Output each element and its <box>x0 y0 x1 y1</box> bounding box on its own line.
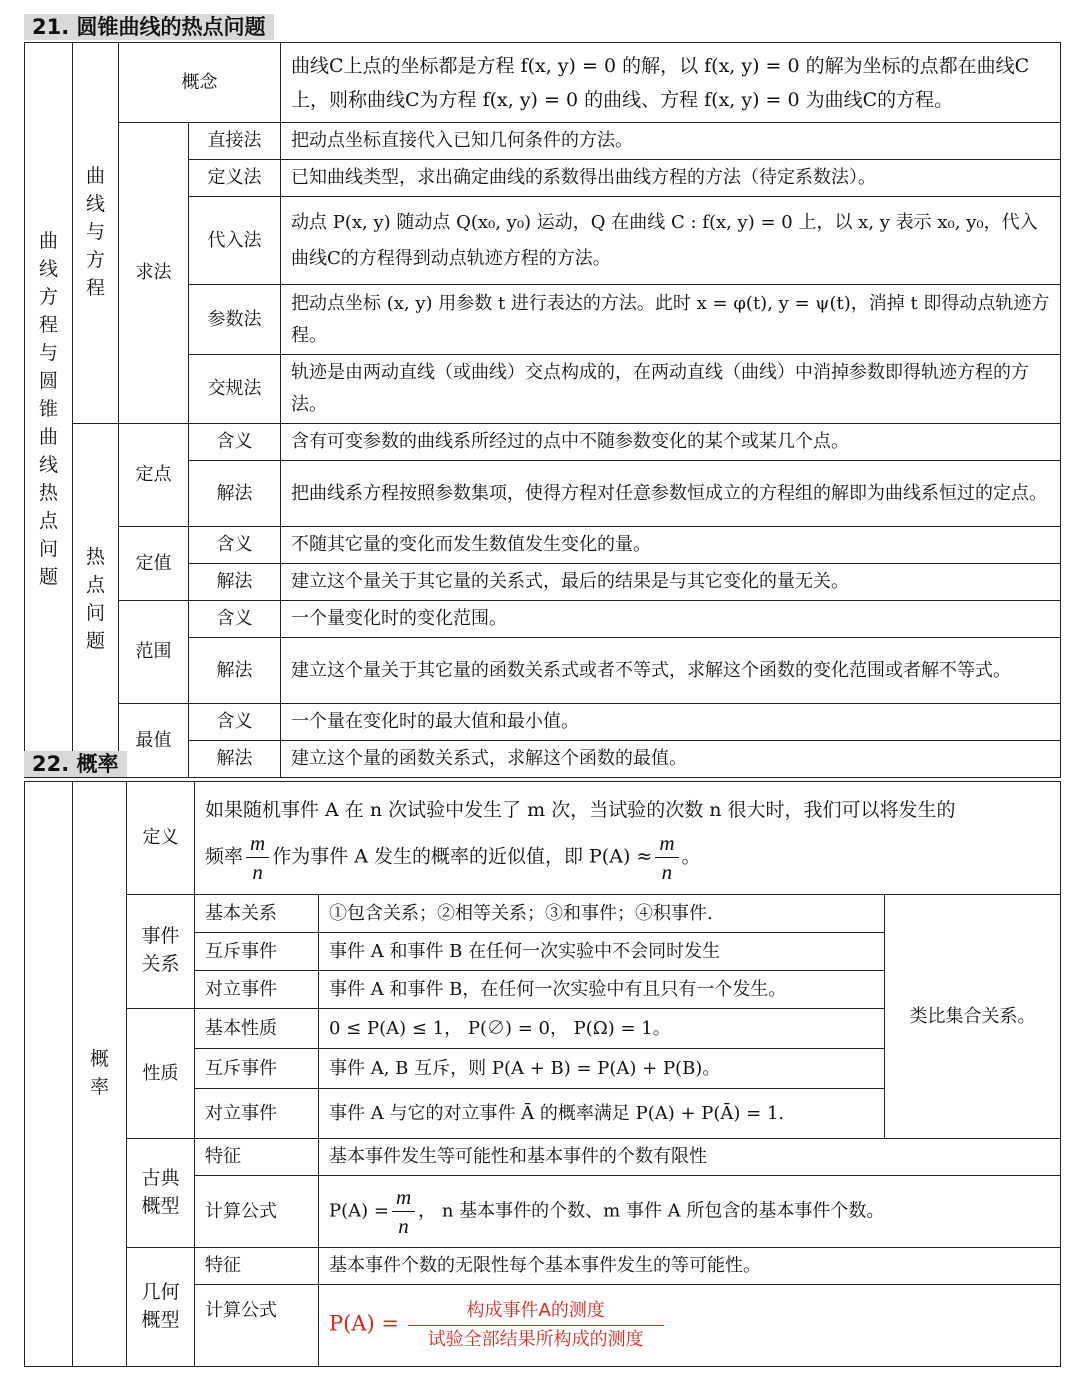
fraction-m-over-n: $\frac{m}{n}$ <box>392 1183 415 1240</box>
relation-text: 事件 A 和事件 B 在任何一次实验中不会同时发生 <box>319 933 885 971</box>
property-label: 性质 <box>127 1009 195 1139</box>
relation-text: 事件 A 和事件 B，在任何一次实验中有且只有一个发生。 <box>319 971 885 1009</box>
hot-label: 定值 <box>119 527 189 601</box>
relation-name: 互斥事件 <box>195 933 319 971</box>
geo-feature-label: 特征 <box>195 1248 319 1285</box>
method-text: 轨迹是由两动直线（或曲线）交点构成的，在两动直线（曲线）中消掉参数即得轨迹方程的方法。 <box>281 355 1061 424</box>
relation-text: ①包含关系；②相等关系；③和事件；④积事件. <box>319 895 885 933</box>
geo-formula: P(A) = $\frac{\text{构成事件A的测度}}{\text{试验全部结果所构成的测度}}$ <box>319 1285 1061 1367</box>
root-category: 曲线方程与圆锥曲线热点问题 <box>25 43 73 778</box>
relation-label: 事件关系 <box>127 895 195 1009</box>
hot-solution: 建立这个量关于其它量的关系式，最后的结果是与其它变化的量无关。 <box>281 564 1061 601</box>
method-name: 定义法 <box>189 160 281 197</box>
section-22-title: 22. 概率 <box>24 751 127 777</box>
hot-label: 范围 <box>119 601 189 704</box>
method-text: 把动点坐标直接代入已知几何条件的方法。 <box>281 123 1061 160</box>
left-margin-cell <box>25 782 73 1367</box>
classic-feature-label: 特征 <box>195 1139 319 1176</box>
fraction-m-over-n: $\frac{m}{n}$ <box>655 829 678 886</box>
hot-solution: 建立这个量关于其它量的函数关系式或者不等式，求解这个函数的变化范围或者解不等式。 <box>281 638 1061 704</box>
meaning-label: 含义 <box>189 704 281 741</box>
method-name: 直接法 <box>189 123 281 160</box>
fraction-m-over-n: $\frac{m}{n}$ <box>246 829 269 886</box>
group-hot-problems: 热点问题 <box>73 424 119 778</box>
relation-name: 基本关系 <box>195 895 319 933</box>
table-conic-curves <box>24 42 1061 778</box>
concept-label: 概念 <box>119 43 281 123</box>
hot-meaning: 一个量变化时的变化范围。 <box>281 601 1061 638</box>
hot-label: 最值 <box>119 704 189 778</box>
meaning-label: 含义 <box>189 424 281 461</box>
property-name: 对立事件 <box>195 1089 319 1139</box>
hot-label: 定点 <box>119 424 189 527</box>
solution-label: 解法 <box>189 564 281 601</box>
method-name: 参数法 <box>189 285 281 355</box>
meaning-label: 含义 <box>189 527 281 564</box>
hot-solution: 把曲线系方程按照参数集项，使得方程对任意参数恒成立的方程组的解即为曲线系恒过的定点。 <box>281 461 1061 527</box>
hot-meaning: 不随其它量的变化而发生数值发生变化的量。 <box>281 527 1061 564</box>
classic-model-label: 古典概型 <box>127 1139 195 1248</box>
solution-label: 解法 <box>189 461 281 527</box>
hot-meaning: 含有可变参数的曲线系所经过的点中不随参数变化的某个或某几个点。 <box>281 424 1061 461</box>
table-probability <box>24 781 1061 1367</box>
property-name: 互斥事件 <box>195 1049 319 1089</box>
hot-meaning: 一个量在变化时的最大值和最小值。 <box>281 704 1061 741</box>
property-name: 基本性质 <box>195 1009 319 1049</box>
definition-text: 如果随机事件 A 在 n 次试验中发生了 m 次，当试验的次数 n 很大时，我们可以将发生的 频率 $\frac{m}{n}$ 作为事件 A 发生的概率的近似值，即 P(A) ≈ $\frac{m}{n}$ 。 <box>195 782 1061 895</box>
definition-label: 定义 <box>127 782 195 895</box>
solution-label: 解法 <box>189 741 281 778</box>
qiufa-label: 求法 <box>119 123 189 424</box>
classic-feature-text: 基本事件发生等可能性和基本事件的个数有限性 <box>319 1139 1061 1176</box>
method-name: 代入法 <box>189 197 281 285</box>
solution-label: 解法 <box>189 638 281 704</box>
relation-name: 对立事件 <box>195 971 319 1009</box>
property-text: 事件 A, B 互斥，则 P(A + B) = P(A) + P(B)。 <box>319 1049 885 1089</box>
group-curve-equation: 曲线与方程 <box>73 43 119 424</box>
property-text: 0 ≤ P(A) ≤ 1， P(∅) = 0， P(Ω) = 1。 <box>319 1009 885 1049</box>
hot-solution: 建立这个量的函数关系式，求解这个函数的最值。 <box>281 741 1061 778</box>
analogy-note: 类比集合关系。 <box>885 895 1061 1139</box>
geo-denominator: 试验全部结果所构成的测度 <box>427 1329 644 1350</box>
geo-numerator: 构成事件A的测度 <box>408 1297 664 1326</box>
classic-formula-label: 计算公式 <box>195 1176 319 1248</box>
geometric-model-label: 几何概型 <box>127 1248 195 1367</box>
geo-formula-label: 计算公式 <box>195 1285 319 1367</box>
group-probability: 概率 <box>73 782 127 1367</box>
section-21-title: 21. 圆锥曲线的热点问题 <box>24 14 274 40</box>
concept-text: 曲线C上点的坐标都是方程 f(x, y) = 0 的解，以 f(x, y) = 0 的解为坐标的点都在曲线C上，则称曲线C为方程 f(x, y) = 0 的曲线、方程 f(x, y) = 0 为曲线C的方程。 <box>281 43 1061 123</box>
method-text: 把动点坐标 (x, y) 用参数 t 进行表达的方法。此时 x = φ(t), y = ψ(t)，消掉 t 即得动点轨迹方程。 <box>281 285 1061 355</box>
method-name: 交规法 <box>189 355 281 424</box>
method-text: 已知曲线类型，求出确定曲线的系数得出曲线方程的方法（待定系数法）。 <box>281 160 1061 197</box>
method-text: 动点 P(x, y) 随动点 Q(x₀, y₀) 运动，Q 在曲线 C : f(x, y) = 0 上，以 x, y 表示 x₀, y₀，代入曲线C的方程得到动点轨迹方程的方法。 <box>281 197 1061 285</box>
meaning-label: 含义 <box>189 601 281 638</box>
property-text: 事件 A 与它的对立事件 Ā 的概率满足 P(A) + P(Ā) = 1. <box>319 1089 885 1139</box>
geo-feature-text: 基本事件个数的无限性每个基本事件发生的等可能性。 <box>319 1248 1061 1285</box>
classic-formula: P(A) = $\frac{m}{n}$ ， n 基本事件的个数、m 事件 A 所包含的基本事件个数。 <box>319 1176 1061 1248</box>
